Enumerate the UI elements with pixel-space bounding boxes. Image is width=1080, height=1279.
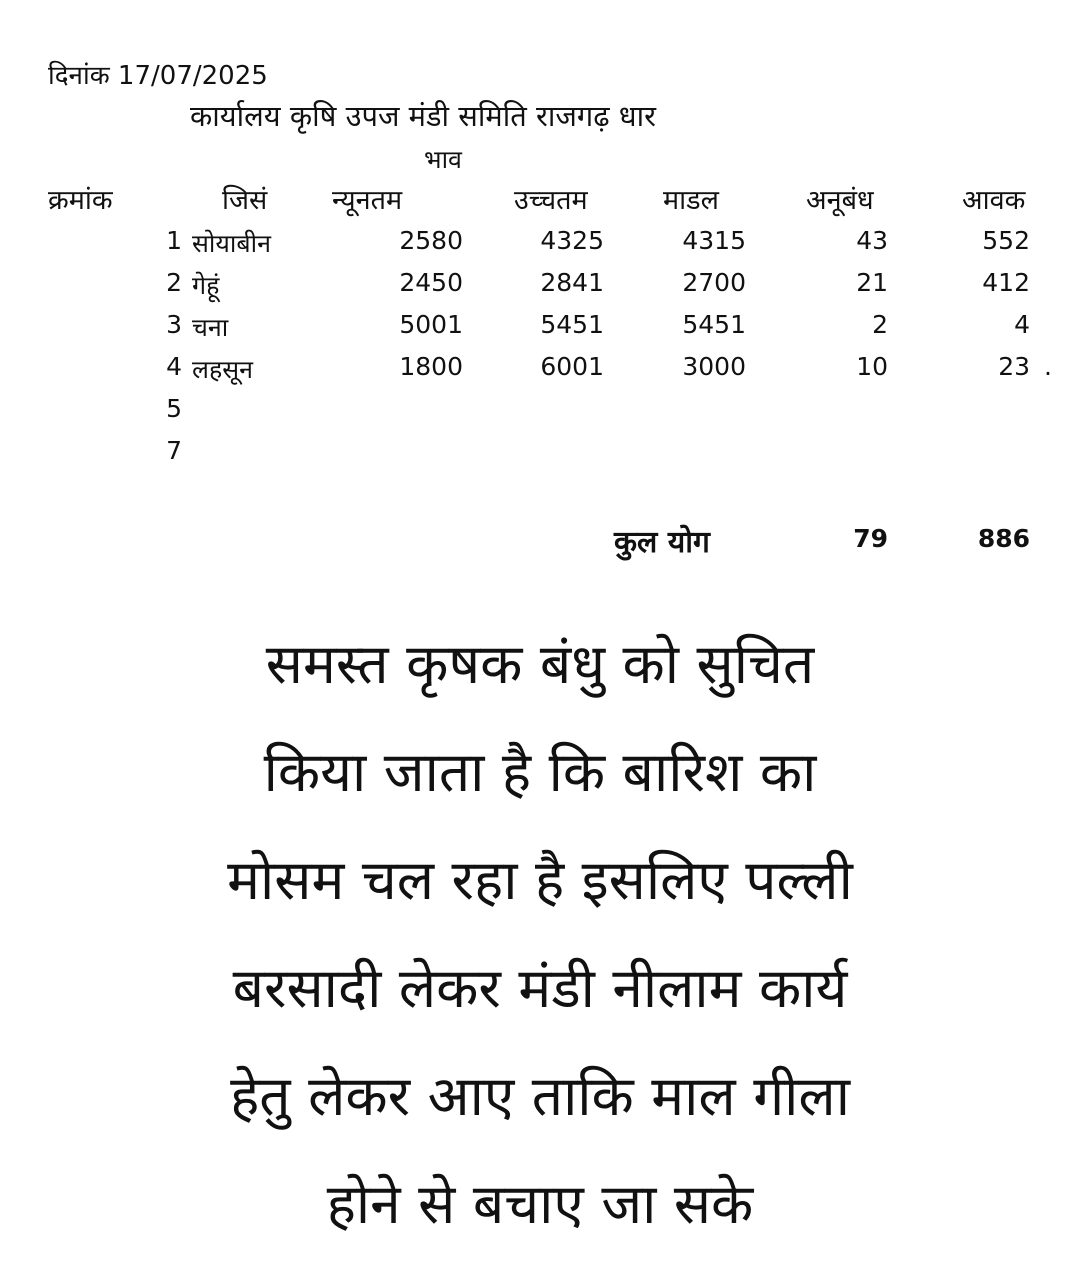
- trailing-dot: .: [1044, 352, 1052, 381]
- total-label: कुल योग: [614, 525, 710, 560]
- row-arrival: 412: [982, 268, 1030, 297]
- row-arrival: 552: [982, 226, 1030, 255]
- row-minimum: 1800: [399, 352, 463, 381]
- row-model: 4315: [682, 226, 746, 255]
- row-contract: 2: [872, 310, 888, 339]
- farmer-notice: [0, 610, 1080, 1258]
- row-commodity: लहसून: [192, 355, 254, 384]
- row-maximum: 2841: [540, 268, 604, 297]
- header-minimum: न्यूनतम: [332, 185, 403, 216]
- row-serial: 3: [166, 310, 182, 339]
- rates-subtitle: भाव: [424, 145, 462, 174]
- row-minimum: 2450: [399, 268, 463, 297]
- total-arrival: 886: [977, 524, 1030, 553]
- header-arrival: आवक: [962, 185, 1026, 216]
- row-arrival: 4: [1014, 310, 1030, 339]
- header-model: माडल: [663, 185, 719, 216]
- total-contract: 79: [853, 524, 888, 553]
- row-model: 3000: [682, 352, 746, 381]
- row-maximum: 4325: [540, 226, 604, 255]
- row-minimum: 2580: [399, 226, 463, 255]
- row-contract: 43: [856, 226, 888, 255]
- header-maximum: उच्चतम: [514, 185, 588, 216]
- row-arrival: 23: [998, 352, 1030, 381]
- row-model: 2700: [682, 268, 746, 297]
- notice-line: होने से बचाए जा सके: [326, 1172, 754, 1236]
- row-maximum: 6001: [540, 352, 604, 381]
- notice-line: हेतु लेकर आए ताकि माल गीला: [230, 1064, 850, 1128]
- notice-line: बरसादी लेकर मंडी नीलाम कार्य: [232, 956, 848, 1020]
- row-serial: 5: [166, 394, 182, 423]
- row-minimum: 5001: [399, 310, 463, 339]
- row-serial: 2: [166, 268, 182, 297]
- date-line: दिनांक 17/07/2025: [48, 61, 268, 91]
- row-serial: 7: [166, 436, 182, 465]
- notice-line: समस्त कृषक बंधु को सुचित: [265, 632, 815, 696]
- row-contract: 10: [856, 352, 888, 381]
- row-serial: 4: [166, 352, 182, 381]
- row-serial: 1: [166, 226, 182, 255]
- header-contract: अनूबंध: [806, 185, 874, 216]
- row-commodity: गेहूं: [192, 271, 220, 300]
- row-commodity: चना: [192, 313, 229, 342]
- header-serial: क्रमांक: [48, 185, 113, 216]
- notice-line: मोसम चल रहा है इसलिए पल्ली: [227, 848, 853, 912]
- notice-line: किया जाता है कि बारिश का: [263, 740, 817, 804]
- office-title: कार्यालय कृषि उपज मंडी समिति राजगढ़ धार: [190, 99, 656, 133]
- row-model: 5451: [682, 310, 746, 339]
- row-contract: 21: [856, 268, 888, 297]
- row-maximum: 5451: [540, 310, 604, 339]
- row-commodity: सोयाबीन: [192, 229, 271, 258]
- header-commodity: जिसं: [222, 185, 268, 216]
